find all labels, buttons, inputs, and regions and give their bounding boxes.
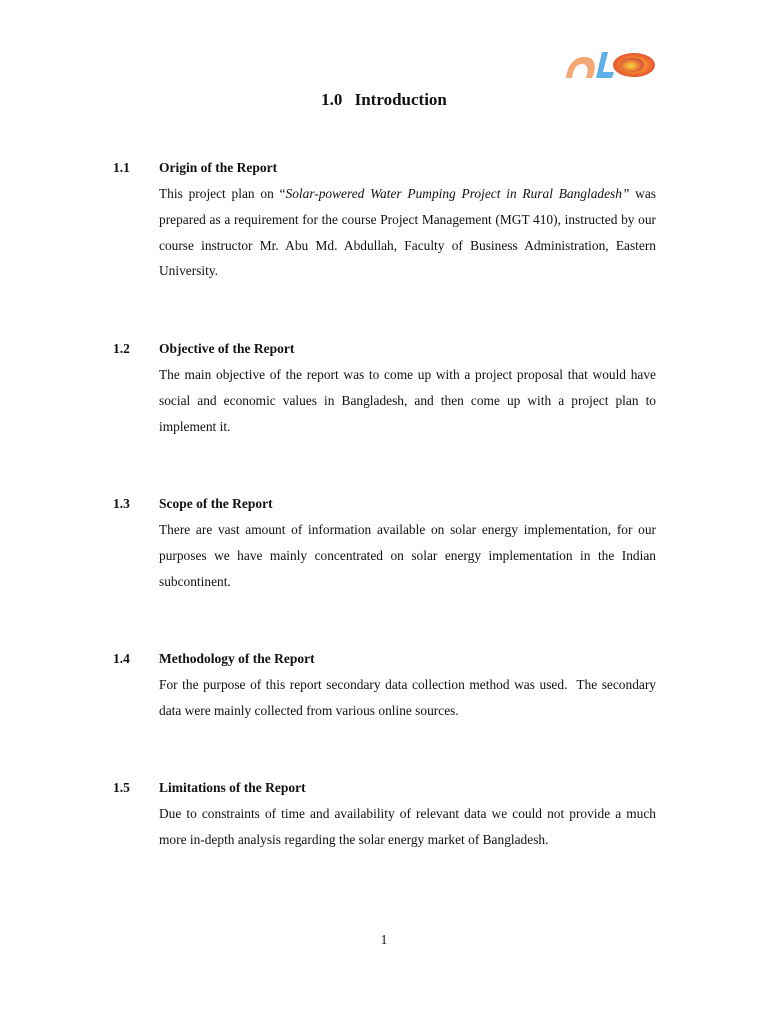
section-heading [113, 341, 656, 361]
section-paragraph: The main objective of the report was to come up with a project proposal that would have social and economic values in Bangladesh, and then come up with a project plan to implement it. [159, 367, 656, 434]
page-number: 1 [380, 932, 388, 947]
section-title: Scope of the Report [159, 496, 273, 511]
page-title-text: Introduction [354, 90, 447, 109]
section-methodology [113, 651, 660, 724]
page-title [0, 90, 768, 110]
section-objective [113, 341, 656, 439]
section-heading [113, 651, 656, 671]
body-text-before: This project plan on “ [159, 186, 286, 201]
section-number: 1.3 [113, 496, 130, 511]
section-title: Origin of the Report [159, 160, 278, 175]
section-scope [113, 496, 656, 594]
project-title-italic: Solar-powered Water Pumping Project in Rural Bangladesh” [285, 186, 630, 201]
section-number: 1.2 [113, 341, 130, 356]
section-number: 1.5 [113, 780, 130, 795]
report-logo [562, 48, 658, 82]
section-heading [113, 780, 656, 800]
section-paragraph: Due to constraints of time and availability of relevant data we could not provide a much more in-depth analysis regarding the solar energy market of Bangladesh. [159, 806, 656, 847]
section-heading [113, 496, 656, 516]
section-heading [113, 160, 656, 180]
section-body [159, 672, 660, 724]
section-body [159, 362, 656, 439]
section-title: Objective of the Report [159, 341, 295, 356]
section-body [159, 517, 656, 594]
section-origin [113, 160, 656, 284]
section-body [159, 181, 656, 284]
section-title: Limitations of the Report [159, 780, 306, 795]
section-body [159, 801, 656, 853]
section-paragraph: There are vast amount of information available on solar energy implementation, for our purposes we have mainly concentrated on solar energy implementation in the Indian subcontinent. [159, 522, 656, 589]
section-paragraph [159, 181, 656, 284]
section-limitations [113, 780, 656, 853]
page-title-number: 1.0 [321, 90, 343, 109]
section-number: 1.4 [113, 651, 130, 666]
body-text-after: was prepared as a requirement for the course Project Management (MGT 410), instructed by our course instructor Mr. Abu Md. Abdullah, Faculty of Business Administration, Eastern University. [159, 186, 656, 279]
section-paragraph: For the purpose of this report secondary data collection method was used. The secondary data were mainly collected from various online sources. [159, 677, 660, 718]
section-title: Methodology of the Report [159, 651, 315, 666]
section-number: 1.1 [113, 160, 130, 175]
